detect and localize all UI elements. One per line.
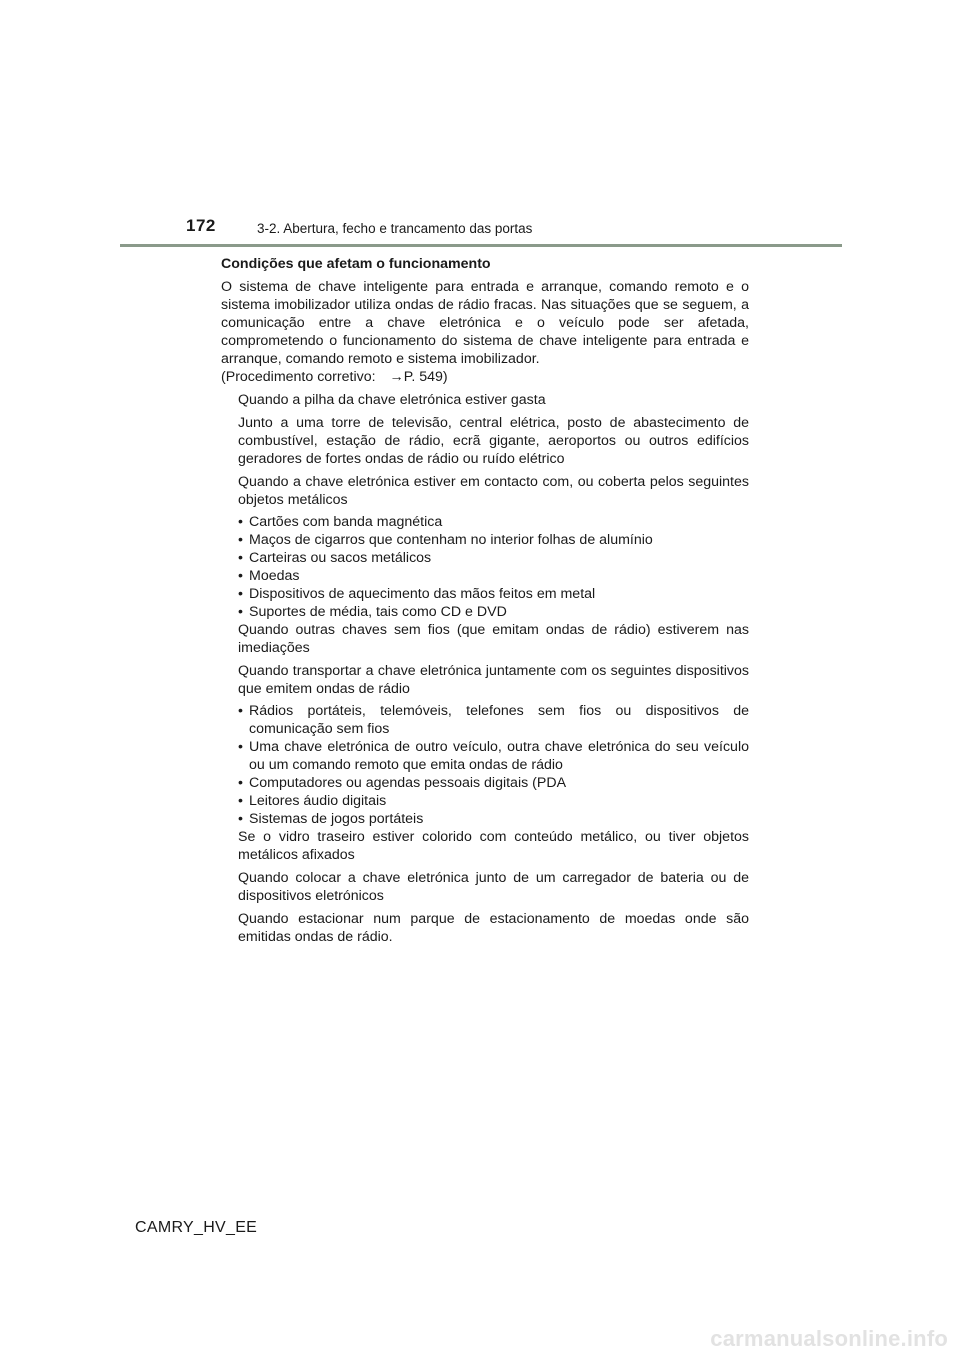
arrow-icon: → [389,369,404,385]
bullet-text: Maços de cigarros que contenham no interior folhas de alumínio [249,532,653,548]
bullet-item [238,531,749,549]
radio-devices-list [238,702,749,828]
header-rule [120,244,842,247]
bullet-icon: • [238,568,243,584]
bullet-icon: • [238,703,243,719]
bullet-item [238,603,749,621]
bullet-item [238,549,749,567]
bullet-item [238,738,749,774]
section-heading: Condições que afetam o funcionamento [221,256,491,272]
bullet-item [238,702,749,738]
condition-item [238,869,749,905]
corrective-label: (Procedimento corretivo: [221,369,376,385]
intro-paragraph: O sistema de chave inteligente para entrada e arranque, comando remoto e o sistema imobilizador utiliza ondas de rádio fracas. Nas situações que se seguem, a comunicação entre a chave eletrónica e o veículo pode ser afetada, comprometendo o funcionamento do sistema de chave inteligente para entrada e arranque, comando remoto e sistema imobilizador. [221,279,749,367]
bullet-item [238,792,749,810]
condition-text: Quando a chave eletrónica estiver em contacto com, ou coberta pelos seguintes objetos metálicos [238,474,749,508]
condition-item [238,828,749,864]
condition-item [238,910,749,946]
bullet-icon: • [238,793,243,809]
condition-text: Quando colocar a chave eletrónica junto de um carregador de bateria ou de dispositivos eletrónicos [238,870,749,904]
bullet-icon: • [238,739,243,755]
condition-text: Quando outras chaves sem fios (que emitam ondas de rádio) estiverem nas imediações [238,622,749,656]
bullet-text: Rádios portáteis, telemóveis, telefones sem fios ou dispositivos de comunicação sem fios [249,703,749,737]
bullet-item [238,585,749,603]
bullet-text: Leitores áudio digitais [249,793,387,809]
bullet-icon: • [238,532,243,548]
condition-text: Se o vidro traseiro estiver colorido com conteúdo metálico, ou tiver objetos metálicos afixados [238,829,749,863]
model-code: CAMRY_HV_EE [135,1219,258,1236]
bullet-text: Sistemas de jogos portáteis [249,811,424,827]
condition-item [238,662,749,828]
condition-item [238,621,749,657]
bullet-icon: • [238,775,243,791]
bullet-icon: • [238,586,243,602]
condition-text: Quando transportar a chave eletrónica juntamente com os seguintes dispositivos que emitem ondas de rádio [238,663,749,697]
bullet-text: Dispositivos de aquecimento das mãos feitos em metal [249,586,596,602]
bullet-icon: • [238,550,243,566]
section-title: 3-2. Abertura, fecho e trancamento das portas [257,221,533,236]
bullet-item [238,810,749,828]
bullet-icon: • [238,604,243,620]
bullet-item [238,513,749,531]
page-number: 172 [186,216,216,235]
bullet-text: Carteiras ou sacos metálicos [249,550,432,566]
condition-item [238,391,749,409]
condition-text: Junto a uma torre de televisão, central elétrica, posto de abastecimento de combustível, estação de rádio, ecrã gigante, aeroportos ou outros edifícios geradores de fortes ondas de rádio ou ruído elétrico [238,415,749,467]
content [221,255,749,951]
condition-item [238,414,749,468]
bullet-icon: • [238,811,243,827]
bullet-text: Uma chave eletrónica de outro veículo, outra chave eletrónica do seu veículo ou um comando remoto que emita ondas de rádio [249,739,749,773]
bullet-text: Suportes de média, tais como CD e DVD [249,604,507,620]
metal-objects-list [238,513,749,621]
bullet-item [238,774,749,792]
bullet-text: Computadores ou agendas pessoais digitais (PDA [249,775,567,791]
bullet-text: Cartões com banda magnética [249,514,443,530]
corrective-procedure [221,368,749,386]
bullet-item [238,567,749,585]
conditions-list [238,391,749,946]
condition-text: Quando a pilha da chave eletrónica estiver gasta [238,392,546,408]
bullet-text: Moedas [249,568,300,584]
condition-text: Quando estacionar num parque de estacionamento de moedas onde são emitidas ondas de rádio. [238,911,749,945]
corrective-page-ref[interactable]: P. 549) [403,369,448,385]
condition-item [238,473,749,621]
watermark: carmanualsonline.info [710,1326,948,1351]
bullet-icon: • [238,514,243,530]
